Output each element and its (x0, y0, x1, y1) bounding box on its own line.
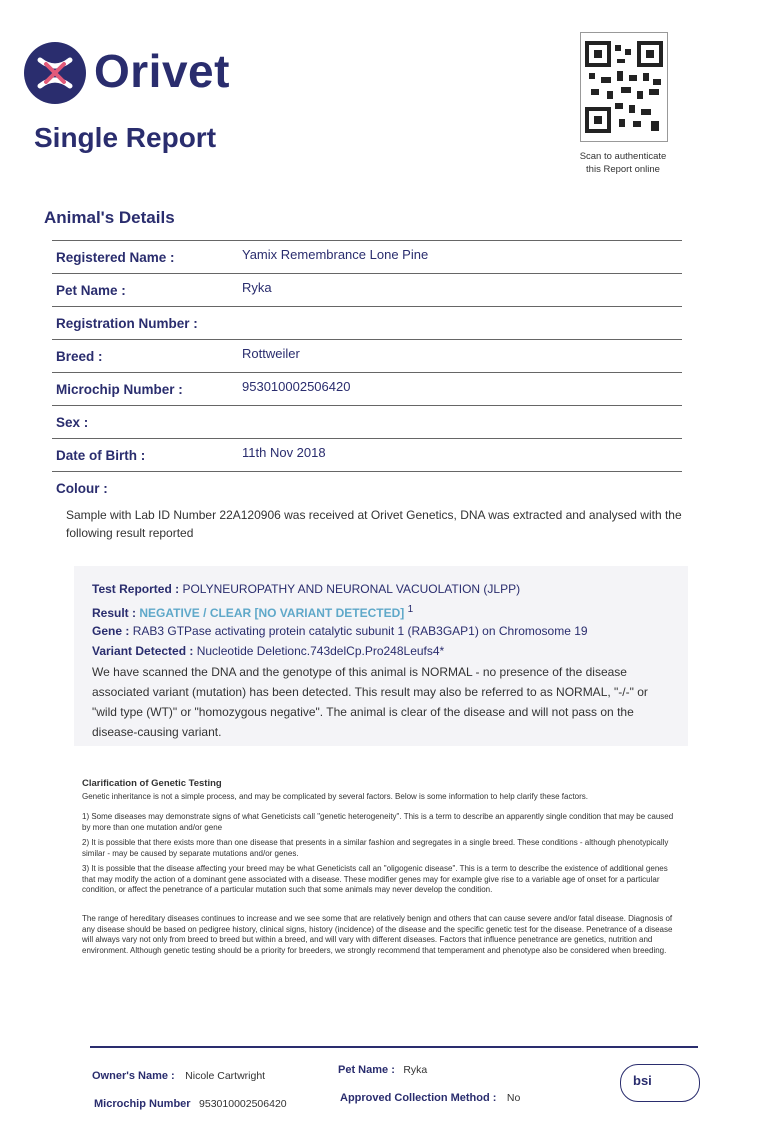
orivet-logo-icon (24, 42, 86, 104)
clarification-hereditary: The range of hereditary diseases continues to increase and we see some that are relatively benign and others that can cause severe and/or fatal disease. Diagnosis of any disease should be based on pedigree history, clinical signs, history (incidence) of the disease and the specific genetic test for the disease. Penetrance of a disease will always vary not only from breed to breed but within a breed, and will vary with different diseases. Factors that influence penetrance are genetics, nutrition and environment. Although genetic testing should be a priority for breeders, we strongly recommend that temperament and phenotype also be considered when breeding. (82, 914, 673, 955)
clarification-title: Clarification of Genetic Testing (82, 778, 222, 789)
clarification-intro: Genetic inheritance is not a simple process, and may be complicated by several factors. Below is some information to help clarify these factors. (82, 792, 589, 801)
qr-code[interactable] (580, 32, 668, 142)
clarification-point-1: 1) Some diseases may demonstrate signs of what Geneticists call "genetic heterogeneity". This is a term to describe an apparently single condition that may be caused by more than one mutation and/or gene (82, 812, 674, 832)
footer-collection-method: Approved Collection Method : No (340, 1092, 521, 1104)
detail-row-registered-name: Registered Name : Yamix Remembrance Lone Pine (52, 240, 682, 274)
clarification-point-3: 3) It is possible that the disease affecting your breed may be what Geneticists call an "oligogenic disease". This is a term to describe the existence of additional genes that may modify the action of a dominant gene associated with a disease. These modifier genes may for example give rise to a variable age of onset for a particular condition, or affect the penetrance of a particular mutation such that some animals may never develop the condition. (82, 864, 668, 894)
intro-text: Sample with Lab ID Number 22A120906 was received at Orivet Genetics, DNA was extracted and analysed with the following result reported (66, 508, 682, 540)
result-line: Result : NEGATIVE / CLEAR [NO VARIANT DETECTED] $^1$ (92, 604, 414, 620)
footer-pet-name: Pet Name : Ryka (338, 1064, 428, 1076)
detail-row-colour: Colour : (52, 471, 682, 505)
result-box (74, 566, 688, 746)
detail-row-registration-number: Registration Number : (52, 306, 682, 340)
test-reported: Test Reported : POLYNEUROPATHY AND NEURONAL VACUOLATION (JLPP) (92, 582, 521, 596)
detail-row-pet-name: Pet Name : Ryka (52, 273, 682, 307)
footer-microchip: Microchip Number 953010002506420 (94, 1098, 287, 1110)
detail-row-date-of-birth: Date of Birth : 11th Nov 2018 (52, 438, 682, 472)
report-title: Single Report (34, 122, 217, 153)
animal-details-title: Animal's Details (44, 208, 175, 227)
detail-row-breed: Breed : Rottweiler (52, 339, 682, 373)
result-status: NEGATIVE / CLEAR [NO VARIANT DETECTED] (139, 606, 405, 620)
detail-row-microchip-number: Microchip Number : 953010002506420 (52, 372, 682, 406)
bsi-certification-logo: bsi (620, 1064, 700, 1102)
gene-line: Gene : RAB3 GTPase activating protein catalytic subunit 1 (RAB3GAP1) on Chromosome 19 (92, 624, 588, 638)
detail-row-sex: Sex : (52, 405, 682, 439)
clarification-point-2: 2) It is possible that there exists more than one disease that presents in a similar fashion and segregates in a single breed. These conditions - although phenotypically similar - may be caused by separate mutations and/or genes. (82, 838, 669, 858)
orivet-logo (24, 42, 234, 112)
footer-owner: Owner's Name : Nicole Cartwright (92, 1070, 266, 1082)
brand-name: Orivet (94, 45, 230, 97)
footer-divider (90, 1046, 698, 1048)
result-paragraph: We have scanned the DNA and the genotype of this animal is NORMAL - no presence of the disease associated variant (mutation) has been detected. This result may also be referred to as NORMAL, "-/-" or "wild type (WT)" or "homozygous negative". The animal is clear of the disease and will not pass on the disease-causing variant. (92, 665, 648, 739)
variant-line: Variant Detected : Nucleotide Deletionc.743delCp.Pro248Leufs4* (92, 644, 445, 658)
qr-caption: Scan to authenticate this Report online (579, 151, 667, 175)
